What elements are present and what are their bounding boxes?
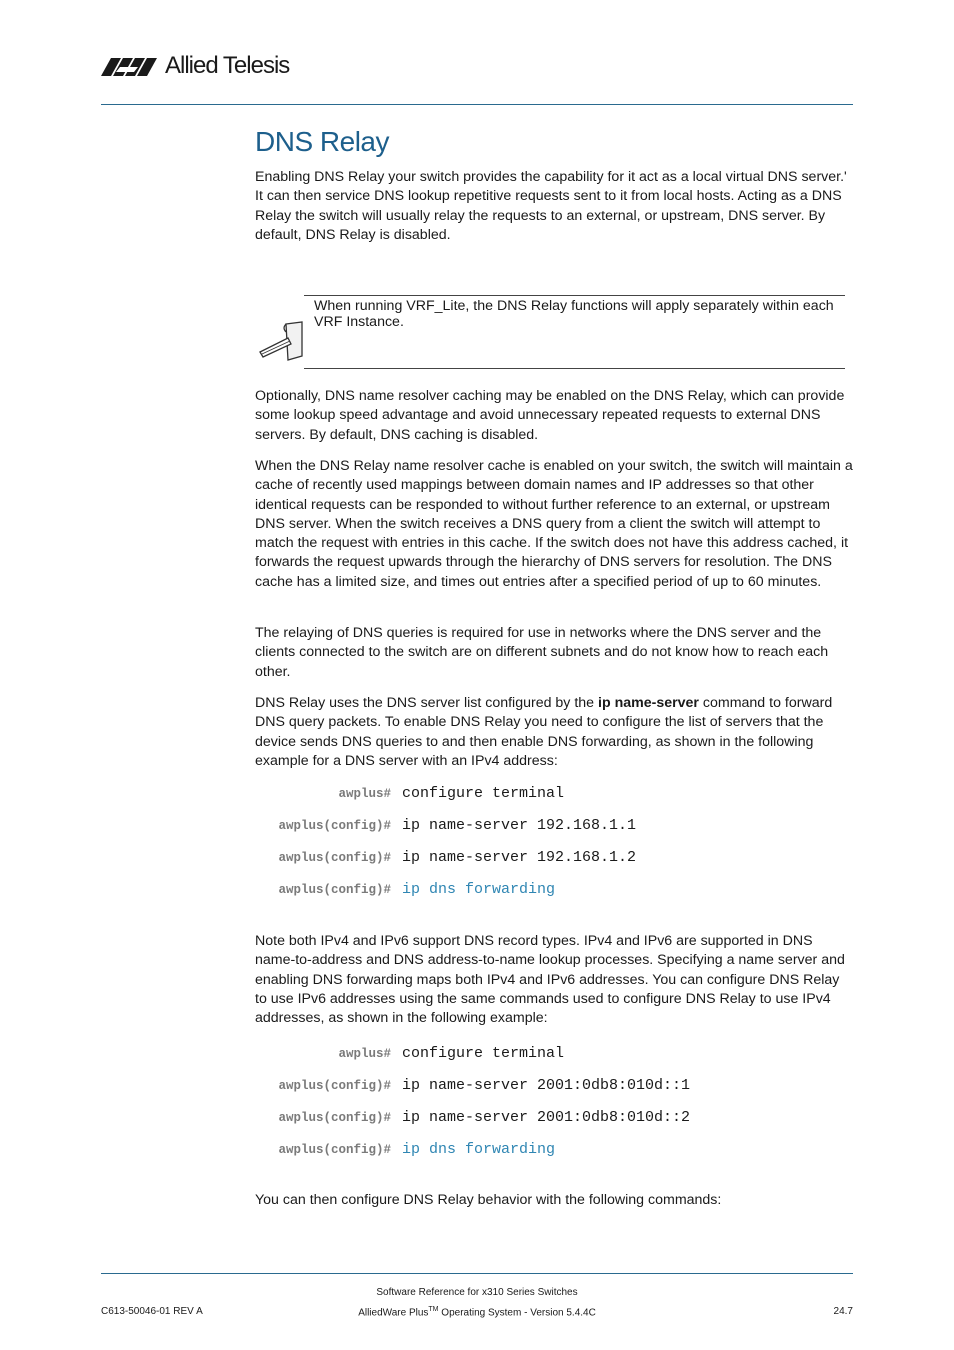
p5-pre: DNS Relay uses the DNS server list configured by the bbox=[255, 695, 599, 711]
note-bottom-rule bbox=[304, 368, 845, 369]
p5-post: command to forward DNS query packets. To enable DNS Relay you need to configure the list of servers that the device sends DNS queries to and then enable DNS forwarding, as shown in the following example for a DNS server with an IPv4 address: bbox=[255, 695, 833, 769]
code-prompt: awplus# bbox=[338, 1047, 391, 1061]
logo-mark-icon bbox=[101, 54, 165, 80]
code-command: configure terminal bbox=[402, 785, 565, 802]
code-command-link[interactable]: ip dns forwarding bbox=[402, 1141, 556, 1158]
ipv6-paragraph: Note both IPv4 and IPv6 support DNS record types. IPv4 and IPv6 are supported in DNS name-to-address and DNS address-to-name lookup processes. Specifying a name server and enabling DNS forwarding maps both IPv4 and IPv6 addresses. You can configure DNS Relay to use IPv6 addresses using the same commands used to configure DNS Relay to use IPv4 addresses, as shown in the following example: bbox=[255, 933, 845, 1027]
code-prompt: awplus(config)# bbox=[278, 819, 391, 833]
footer-doc-code: C613-50046-01 REV A bbox=[101, 1306, 203, 1317]
trademark: TM bbox=[428, 1306, 439, 1313]
page-title: DNS Relay bbox=[255, 126, 389, 157]
brand-name: Allied Telesis bbox=[165, 52, 290, 79]
code-command-link[interactable]: ip dns forwarding bbox=[402, 881, 556, 898]
code-command: ip name-server 2001:0db8:010d::2 bbox=[402, 1109, 691, 1126]
footer-rule bbox=[101, 1273, 853, 1274]
code-prompt: awplus(config)# bbox=[278, 1143, 391, 1157]
code-command: configure terminal bbox=[402, 1045, 565, 1062]
code-prompt: awplus(config)# bbox=[278, 1079, 391, 1093]
footer-os-version bbox=[0, 1306, 954, 1318]
code-prompt: awplus(config)# bbox=[278, 851, 391, 865]
relaying-paragraph: The relaying of DNS queries is required for use in networks where the DNS server and the clients connected to the switch are on different subnets and do not know how to reach each other. bbox=[255, 625, 829, 680]
note-pencil-icon bbox=[258, 320, 304, 362]
code-line bbox=[255, 817, 815, 837]
code-line bbox=[255, 1141, 815, 1161]
code-prompt: awplus(config)# bbox=[278, 1111, 391, 1125]
code-prompt: awplus(config)# bbox=[278, 883, 391, 897]
command-name-ip-name-server: ip name-server bbox=[598, 695, 699, 711]
company-logo bbox=[101, 52, 301, 80]
closing-paragraph: You can then configure DNS Relay behavior with the following commands: bbox=[255, 1192, 722, 1208]
code-line bbox=[255, 785, 815, 805]
note-text: When running VRF_Lite, the DNS Relay functions will apply separately within each VRF Instance. bbox=[314, 298, 834, 330]
code-command: ip name-server 2001:0db8:010d::1 bbox=[402, 1077, 691, 1094]
note-top-rule bbox=[304, 295, 845, 296]
name-server-paragraph bbox=[255, 694, 853, 771]
cache-behavior-paragraph: When the DNS Relay name resolver cache is enabled on your switch, the switch will maintain a cache of recently used mappings between domain names and IP addresses so that other identical requests can be responded to without further reference to an external, or upstream DNS server. When the switch receives a DNS query from a client the switch will attempt to match the request with entries in this cache. If the switch does not have this address cached, it forwards the request upwards through the hierarchy of DNS servers for resolution. The DNS cache has a limited size, and times out entries after a specified period of up to 60 minutes. bbox=[255, 458, 853, 590]
code-command: ip name-server 192.168.1.1 bbox=[402, 817, 637, 834]
code-prompt: awplus# bbox=[338, 787, 391, 801]
footer-doc-title: Software Reference for x310 Series Switches bbox=[376, 1287, 578, 1298]
page-number: 24.7 bbox=[833, 1306, 853, 1317]
caching-paragraph: Optionally, DNS name resolver caching may be enabled on the DNS Relay, which can provide some lookup speed advantage and avoid unnecessary repeated requests to external DNS servers. By default, DNS caching is disabled. bbox=[255, 388, 845, 443]
code-command: ip name-server 192.168.1.2 bbox=[402, 849, 637, 866]
code-line bbox=[255, 1045, 815, 1065]
header-rule bbox=[101, 104, 853, 105]
code-line bbox=[255, 849, 815, 869]
os-version: Operating System - Version 5.4.4C bbox=[438, 1307, 596, 1319]
intro-paragraph: Enabling DNS Relay your switch provides the capability for it act as a local virtual DNS server.' It can then service DNS lookup repetitive requests sent to it from local hosts. Acting as a DNS Relay the switch will usually relay the requests to an external, or upstream, DNS server. By default, DNS Relay is disabled. bbox=[255, 169, 847, 243]
code-line bbox=[255, 1109, 815, 1129]
code-line bbox=[255, 1077, 815, 1097]
os-name: AlliedWare Plus bbox=[358, 1307, 429, 1319]
code-line bbox=[255, 881, 815, 901]
